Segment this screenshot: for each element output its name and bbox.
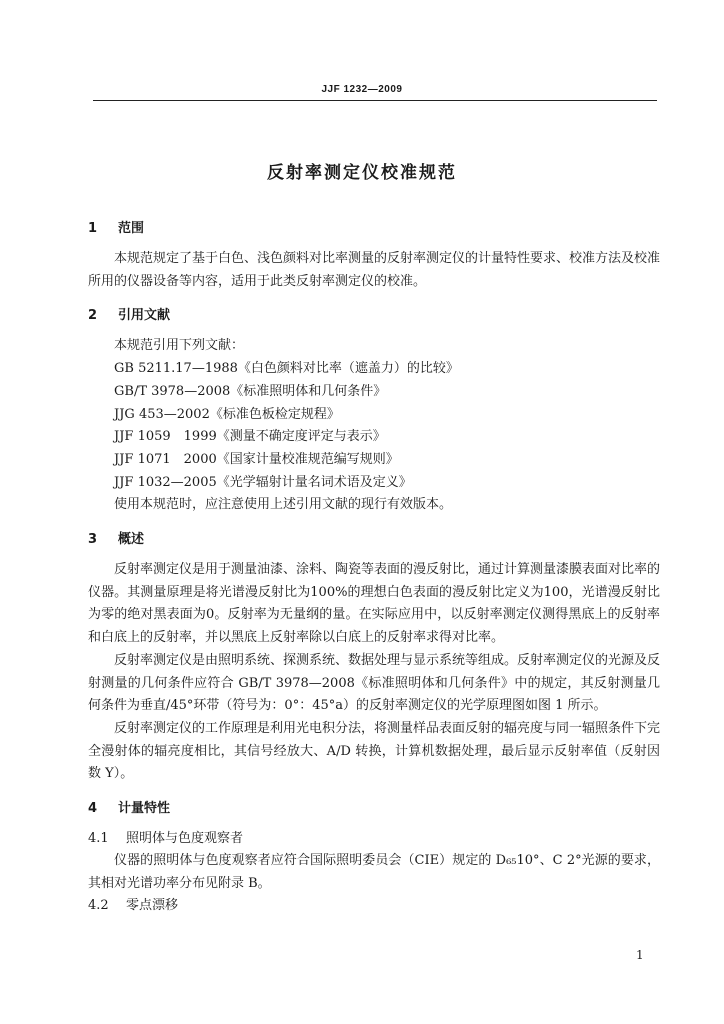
section-title: 概述 (118, 532, 145, 548)
section-number: 4 (88, 801, 98, 817)
section-title: 范围 (118, 221, 145, 236)
section-number: 3 (88, 532, 98, 548)
header-code: JJF 1232—2009 (321, 84, 403, 95)
header-rule (93, 100, 657, 101)
paragraph: 仪器的照明体与色度观察者应符合国际照明委员会（CIE）规定的 D₆₅10°、C 2°光源的要求，其相对光谱功率分布见附录 B。 (88, 853, 660, 891)
section-title: 引用文献 (118, 308, 171, 324)
page-number: 1 (636, 948, 644, 962)
subsection-heading (88, 895, 660, 917)
paragraph: 反射率测定仪是用于测量油漆、涂料、陶瓷等表面的漫反射比，通过计算测量漆膜表面对比率的仪器。其测量原理是将光谱漫反射比为100%的理想白色表面的漫反射比定义为100，光谱漫反射比为零的绝对黑表面为0。反射率为无量纲的量。在实际应用中，以反射率测定仪测得黑底上的反射率和白底上的反射率，并以黑底上反射率除以白底上的反射率求得对比率。 (88, 562, 661, 646)
paragraph: 本规范规定了基于白色、浅色颜料对比率测量的反射率测定仪的计量特性要求、校准方法及校准所用的仪器设备等内容，适用于此类反射率测定仪的校准。 (88, 251, 661, 289)
subsection-number: 4.2 (88, 898, 109, 914)
reference-item: JJF 1059 1999《测量不确定度评定与表示》 (114, 429, 386, 445)
section-title: 计量特性 (118, 801, 171, 817)
reference-item: GB 5211.17—1988《白色颜料对比率（遮盖力）的比较》 (114, 361, 459, 377)
reference-item: JJF 1071 2000《国家计量校准规范编写规则》 (114, 451, 399, 467)
subsection-number: 4.1 (88, 831, 109, 847)
section-heading (88, 305, 660, 327)
reference-item: JJF 1032—2005《光学辐射计量名词术语及定义》 (114, 474, 412, 490)
references-intro: 本规范引用下列文献： (114, 338, 245, 354)
section-number: 2 (88, 308, 98, 324)
subsection-heading (88, 828, 660, 850)
references-closing: 使用本规范时，应注意使用上述引用文献的现行有效版本。 (114, 497, 453, 513)
reference-item: JJG 453—2002《标准色板检定规程》 (114, 406, 340, 422)
paragraph: 反射率测定仪是由照明系统、探测系统、数据处理与显示系统等组成。反射率测定仪的光源及反射测量的几何条件应符合 GB/T 3978—2008《标准照明体和几何条件》中的规定，其反射测量几何条件为垂直/45°环带（符号为：0°：45°a）的反射率测定仪的光学原理图如图 1 所示。 (88, 652, 661, 714)
section-number: 1 (88, 221, 98, 236)
paragraph: 反射率测定仪的工作原理是利用光电积分法，将测量样品表面反射的辐亮度与同一辐照条件下完全漫射体的辐亮度相比，其信号经放大、A/D 转换，计算机数据处理，最后显示反射率值（反射因数 Y）。 (88, 720, 661, 782)
reference-item: GB/T 3978—2008《标准照明体和几何条件》 (114, 383, 387, 399)
document-title: 反射率测定仪校准规范 (267, 163, 457, 183)
section-heading (88, 218, 660, 240)
section-heading (88, 529, 660, 551)
subsection-title: 零点漂移 (126, 898, 179, 914)
subsection-title: 照明体与色度观察者 (126, 831, 244, 847)
document-body (88, 218, 660, 917)
section-heading (88, 798, 660, 820)
